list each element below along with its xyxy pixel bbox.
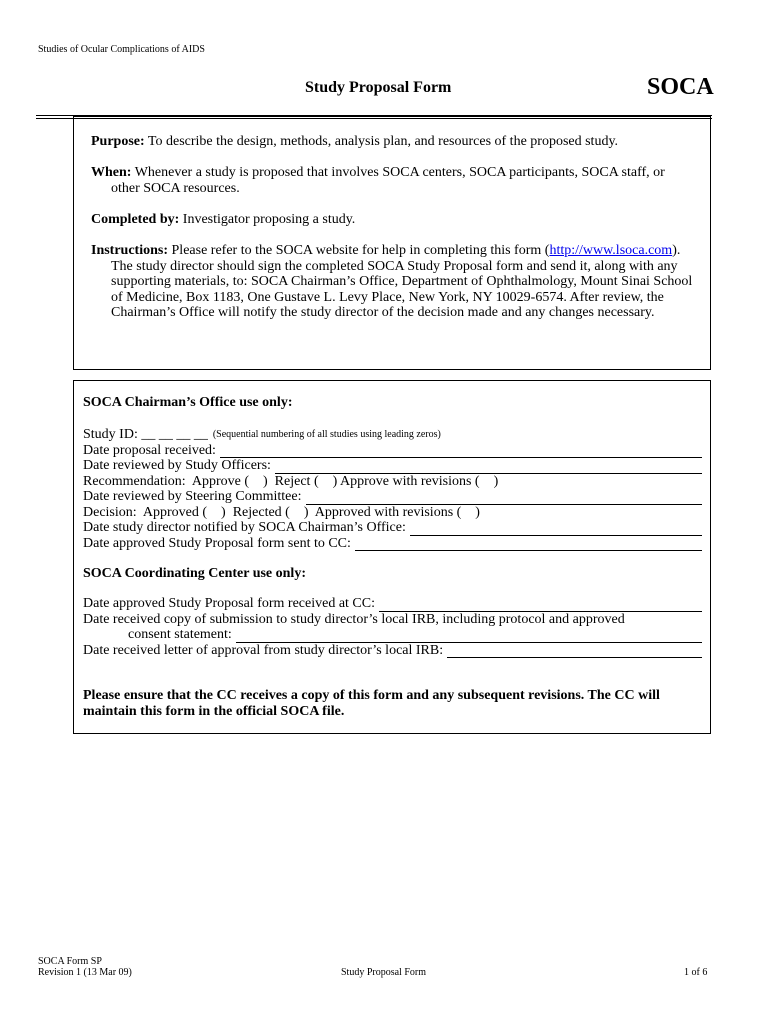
chairman-fields xyxy=(83,427,702,551)
footer-revision: Revision 1 (13 Mar 09) xyxy=(38,967,132,978)
completed-text: Investigator proposing a study. xyxy=(182,212,356,227)
date-sent-cc-line xyxy=(83,536,702,552)
when-paragraph xyxy=(91,165,696,196)
irb-copy-line-1 xyxy=(83,612,702,628)
intro-box xyxy=(73,116,711,370)
decision-options[interactable]: Decision: Approved ( ) Rejected ( ) Approved with revisions ( ) xyxy=(83,504,480,520)
footer-center: Study Proposal Form xyxy=(341,967,427,978)
completed-paragraph xyxy=(91,212,696,228)
coordinating-fields xyxy=(83,596,702,658)
footer-form-id: SOCA Form SP xyxy=(38,956,102,967)
instructions-label: Instructions: xyxy=(91,243,169,258)
footer-page-number: 1 of 6 xyxy=(684,967,708,978)
coordinating-heading: SOCA Coordinating Center use only: xyxy=(83,566,306,581)
date-notified-field[interactable] xyxy=(410,524,702,536)
study-id-label[interactable]: Study ID: __ __ __ __ xyxy=(83,427,208,442)
date-received-label: Date proposal received: xyxy=(83,442,216,458)
recommendation-options[interactable]: Recommendation: Approve ( ) Reject ( ) Approve with revisions ( ) xyxy=(83,473,499,489)
instructions-paragraph xyxy=(91,243,701,321)
study-id-note: (Sequential numbering of all studies using leading zeros) xyxy=(212,429,441,440)
date-reviewed-steering-field[interactable] xyxy=(306,493,703,505)
irb-copy-line-2 xyxy=(83,627,702,643)
instructions-text-1: Please refer to the SOCA website for help in completing this form ( xyxy=(171,243,550,258)
date-notified-label: Date study director notified by SOCA Chairman’s Office: xyxy=(83,520,406,535)
irb-approval-field[interactable] xyxy=(447,646,702,658)
header-org: Studies of Ocular Complications of AIDS xyxy=(38,44,205,55)
date-reviewed-officers-field[interactable] xyxy=(275,462,702,474)
purpose-label: Purpose: xyxy=(91,134,145,149)
office-use-box xyxy=(73,380,711,734)
completed-label: Completed by: xyxy=(91,212,180,227)
study-id-line xyxy=(83,427,702,443)
page-title: Study Proposal Form xyxy=(305,79,452,96)
purpose-paragraph xyxy=(91,134,696,150)
date-reviewed-officers-label: Date reviewed by Study Officers: xyxy=(83,458,271,473)
purpose-text: To describe the design, methods, analysis plan, and resources of the proposed study. xyxy=(147,134,619,149)
irb-copy-label-2: consent statement: xyxy=(128,627,232,642)
decision-line xyxy=(83,505,702,521)
when-text: Whenever a study is proposed that involves SOCA centers, SOCA participants, SOCA staff, or other SOCA resources. xyxy=(111,165,665,196)
irb-approval-line xyxy=(83,643,702,659)
date-sent-cc-label: Date approved Study Proposal form sent to CC: xyxy=(83,535,351,551)
brand-logo-text: SOCA xyxy=(647,74,714,100)
recommendation-line xyxy=(83,474,702,490)
soca-website-link[interactable]: http://www.lsoca.com xyxy=(549,243,673,258)
date-reviewed-officers-line xyxy=(83,458,702,474)
irb-copy-label-1: Date received copy of submission to study director’s local IRB, including protocol and approved xyxy=(83,611,625,627)
date-received-cc-line xyxy=(83,596,702,612)
date-sent-cc-field[interactable] xyxy=(355,539,702,551)
date-received-cc-field[interactable] xyxy=(379,600,702,612)
date-notified-line xyxy=(83,520,702,536)
instructions-text-2: ). The study director should sign the completed SOCA Study Proposal form and send it, along with any supporting materials, to: SOCA Chairman’s Office, Department of Ophthalmology, Mount Sinai School of Medicine, Box 1183, One Gustave L. Levy Place, New York, NY 10029-6574. After review, the Chairman’s Office will notify the study director of the decision made and any changes necessary. xyxy=(111,243,693,320)
date-received-line xyxy=(83,443,702,459)
irb-copy-field[interactable] xyxy=(236,631,702,643)
irb-approval-label: Date received letter of approval from study director’s local IRB: xyxy=(83,642,444,658)
notice-text: Please ensure that the CC receives a copy of this form and any subsequent revisions. The CC will maintain this form in the official SOCA file. xyxy=(83,688,660,719)
date-received-cc-label: Date approved Study Proposal form received at CC: xyxy=(83,596,375,611)
date-reviewed-steering-line xyxy=(83,489,702,505)
when-label: When: xyxy=(91,165,132,180)
chairman-heading: SOCA Chairman’s Office use only: xyxy=(83,395,293,410)
date-received-field[interactable] xyxy=(220,446,702,458)
date-reviewed-steering-label: Date reviewed by Steering Committee: xyxy=(83,489,302,504)
footer-left xyxy=(38,956,132,978)
